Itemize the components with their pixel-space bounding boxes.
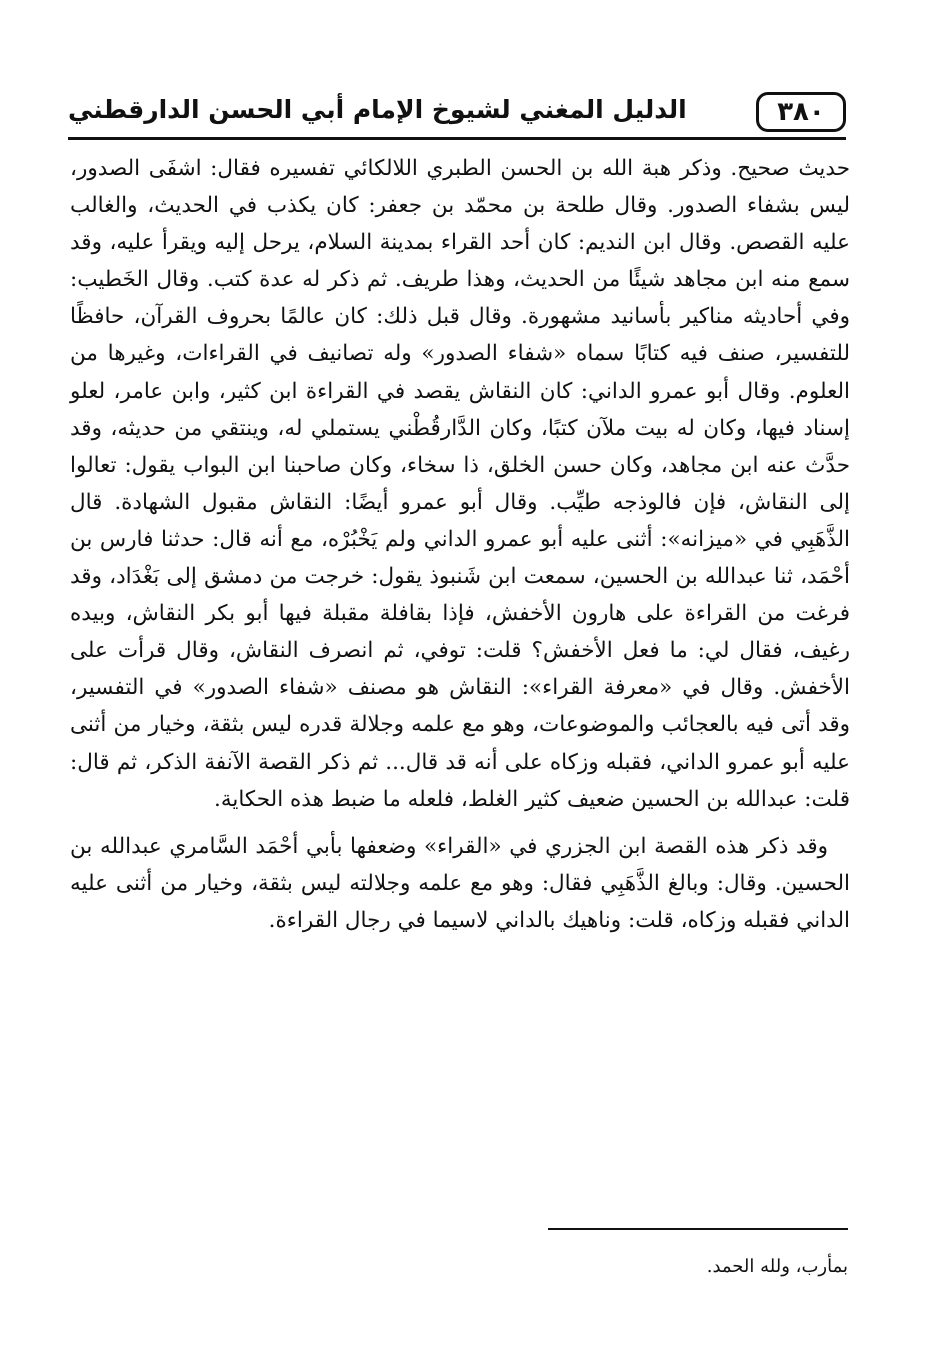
page-number: ٣٨٠ [756, 92, 846, 132]
header-divider [68, 137, 846, 140]
footnote-text: بمأرب، ولله الحمد. [706, 1256, 848, 1277]
page-header [68, 88, 846, 140]
main-text [70, 150, 850, 939]
footnote-divider [548, 1228, 848, 1230]
paragraph-1: حديث صحيح. وذكر هبة الله بن الحسن الطبري اللالكائي تفسيره فقال: اشفَى الصدور، ليس بشفاء الصدور. وقال طلحة بن محمّد بن جعفر: كان يكذب في الحديث، والغالب عليه القصص. وقال ابن النديم: كان أحد القراء بمدينة السلام، يرحل إليه ويقرأ عليه، وقد سمع منه ابن مجاهد شيئًا من الحديث، وهذا طريف. ثم ذكر له عدة كتب. وقال الخَطيب: وفي أحاديثه مناكير بأسانيد مشهورة. وقال قبل ذلك: كان عالمًا بحروف القرآن، حافظًا للتفسير، صنف فيه كتابًا سماه «شفاء الصدور» وله تصانيف في القراءات، وغيرها من العلوم. وقال أبو عمرو الداني: كان النقاش يقصد في القراءة ابن كثير، وابن عامر، لعلو إسناد فيها، وكان له بيت ملآن كتبًا، وكان الدَّارقُطْني يستملي له، وينتقي من حديثه، وقد حدَّث عنه ابن مجاهد، وكان حسن الخلق، ذا سخاء، وكان صاحبنا ابن البواب يقول: تعالوا إلى النقاش، فإن فالوذجه طيِّب. وقال أبو عمرو أيضًا: النقاش مقبول الشهادة. قال الذَّهَبِي في «ميزانه»: أثنى عليه أبو عمرو الداني ولم يَخْبُرْه، مع أنه قال: حدثنا فارس بن أحْمَد، ثنا عبدالله بن الحسين، سمعت ابن شَنبوذ يقول: خرجت من دمشق إلى بَغْدَاد، وقد فرغت من القراءة على هارون الأخفش، فإذا بقافلة مقبلة فيها أبو بكر النقاش، وبيده رغيف، فقال لي: ما فعل الأخفش؟ قلت: توفي، ثم انصرف النقاش، وقال قرأت على الأخفش. وقال في «معرفة القراء»: النقاش هو مصنف «شفاء الصدور» في التفسير، وقد أتى فيه بالعجائب والموضوعات، وهو مع علمه وجلالة قدره ليس بثقة، وخيار من أثنى عليه أبو عمرو الداني، فقبله وزكاه على أنه قد قال... ثم ذكر القصة الآنفة الذكر، ثم قال: قلت: عبدالله بن الحسين ضعيف كثير الغلط، فلعله ما ضبط هذه الحكاية. [70, 156, 850, 812]
paragraph-2: وقد ذكر هذه القصة ابن الجزري في «القراء» وضعفها بأبي أحْمَد السَّامري عبدالله بن الحسين. وقال: وبالغ الذَّهَبِي فقال: وهو مع علمه وجلالته ليس بثقة، وخيار من أثنى عليه الداني فقبله وزكاه، قلت: وناهيك بالداني لاسيما في رجال القراءة. [70, 833, 850, 933]
running-title: الدليل المغني لشيوخ الإمام أبي الحسن الدارقطني [68, 95, 687, 124]
